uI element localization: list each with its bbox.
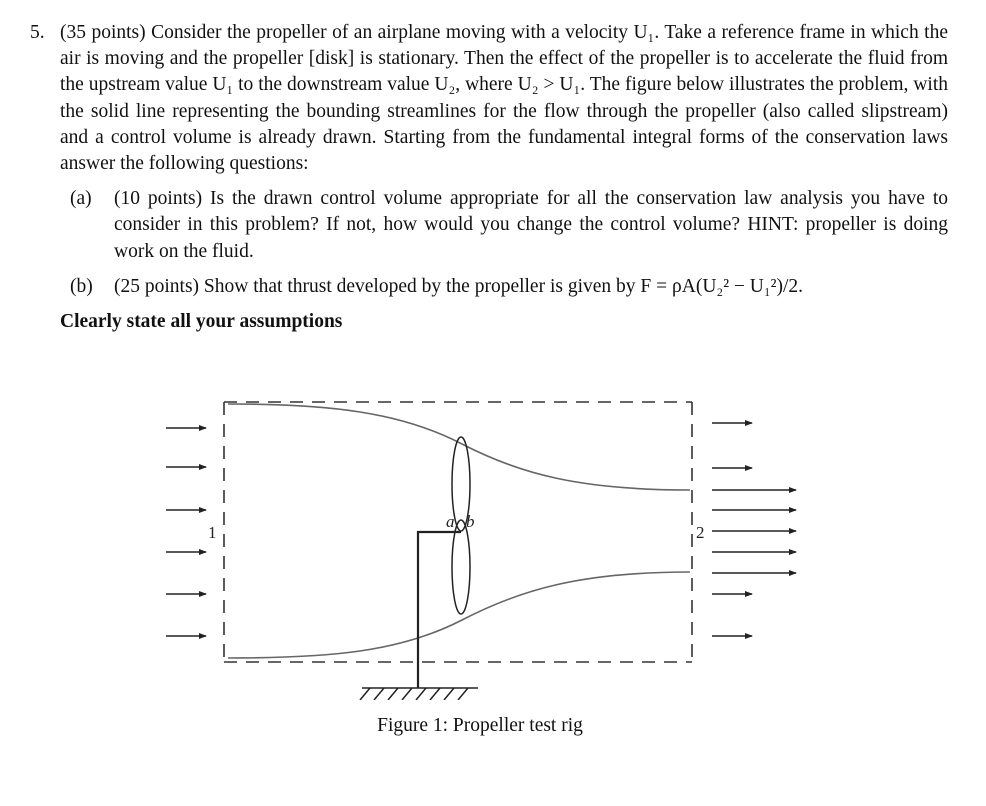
part-a bbox=[70, 186, 948, 265]
problem-parts bbox=[70, 186, 948, 300]
inlet-velocity-arrows bbox=[166, 428, 206, 636]
problem-number: 5. bbox=[30, 22, 45, 43]
part-b-text: (25 points) Show that thrust developed by the propeller is given by F = ρA(U₂² − U₁²)/2. bbox=[114, 275, 804, 297]
label-b: b bbox=[466, 512, 475, 531]
upper-streamline bbox=[228, 404, 690, 490]
propeller-figure bbox=[155, 390, 815, 700]
part-a-text: (10 points) Is the drawn control volume appropriate for all the conservation law analysis you have to consider in this problem? If not, how would you change the control volume? HINT: propeller is doing work on the fluid. bbox=[114, 188, 948, 262]
label-station-1: 1 bbox=[208, 523, 217, 542]
label-a: a bbox=[446, 512, 455, 531]
support-strut bbox=[418, 532, 461, 688]
assumptions-note: Clearly state all your assumptions bbox=[60, 311, 343, 333]
outlet-velocity-arrows bbox=[712, 423, 796, 636]
figure-caption: Figure 1: Propeller test rig bbox=[377, 715, 583, 736]
propeller-diagram bbox=[155, 390, 815, 700]
problem-intro: (35 points) Consider the propeller of an airplane moving with a velocity U₁. Take a reference frame in which the air is moving and the propeller [disk] is stationary. Then the effect of the propeller is to accelerate the fluid from the upstream value U₁ to the downstream value U₂, where U₂ > U₁. The figure below illustrates the problem, with the solid line representing the bounding streamlines for the flow through the propeller (also called slipstream) and a control volume is already drawn. Starting from the fundamental integral forms of the conservation laws answer the following questions: bbox=[60, 22, 948, 175]
part-a-label: (a) bbox=[70, 188, 92, 210]
problem-5 bbox=[30, 20, 948, 335]
part-b bbox=[70, 274, 948, 300]
part-b-label: (b) bbox=[70, 275, 93, 297]
ground-support bbox=[360, 688, 478, 700]
propeller-blade-bottom bbox=[452, 520, 470, 614]
label-station-2: 2 bbox=[696, 523, 705, 542]
lower-streamline bbox=[228, 572, 690, 658]
